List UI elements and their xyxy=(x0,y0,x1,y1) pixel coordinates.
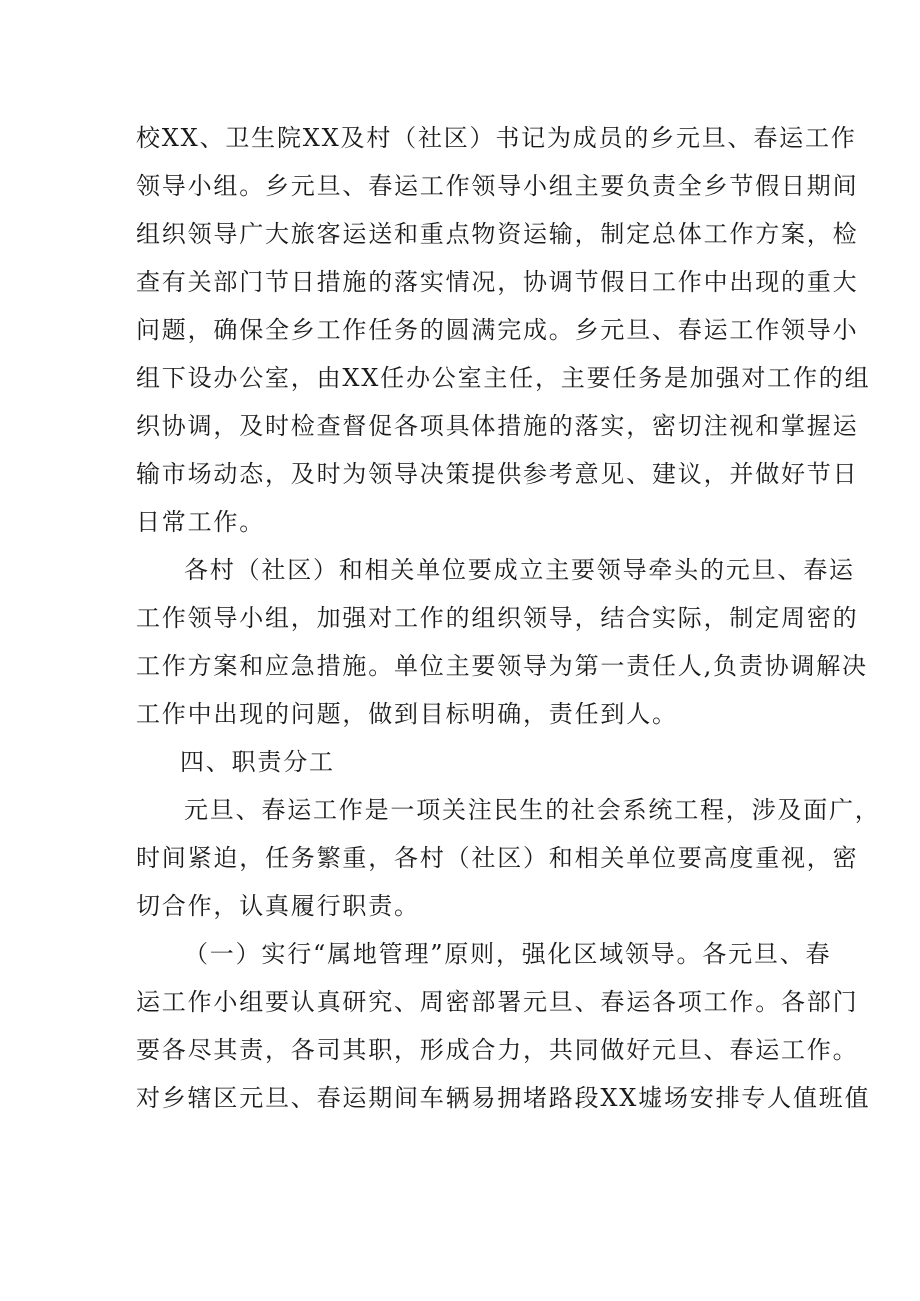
paragraph-line: 各村（社区）和相关单位要成立主要领导牵头的元旦、春运 xyxy=(184,556,855,584)
paragraph-line: （一）实行“属地管理”原则，强化区域领导。各元旦、春 xyxy=(184,940,832,968)
paragraph-line: 运工作小组要认真研究、周密部署元旦、春运各项工作。各部门 xyxy=(136,988,859,1016)
paragraph-line: 输市场动态，及时为领导决策提供参考意见、建议，并做好节日 xyxy=(136,460,859,488)
paragraph-line: 组下设办公室，由XX任办公室主任，主要任务是加强对工作的组 xyxy=(136,364,871,392)
heading-line: 四、职责分工 xyxy=(180,748,335,776)
paragraph-line: 时间紧迫，任务繁重，各村（社区）和相关单位要高度重视，密 xyxy=(136,844,859,872)
paragraph-line: 组织领导广大旅客运送和重点物资运输，制定总体工作方案，检 xyxy=(136,220,859,248)
paragraph-line: 问题，确保全乡工作任务的圆满完成。乡元旦、春运工作领导小 xyxy=(136,316,859,344)
paragraph-1 xyxy=(136,114,871,546)
paragraph-2 xyxy=(136,546,868,738)
paragraph-line: 领导小组。乡元旦、春运工作领导小组主要负责全乡节假日期间 xyxy=(136,172,859,200)
paragraph-line: 要各尽其责，各司其职，形成合力，共同做好元旦、春运工作。 xyxy=(136,1036,859,1064)
paragraph-line: 工作中出现的问题，做到目标明确，责任到人。 xyxy=(136,700,678,728)
document-body xyxy=(136,114,881,1122)
paragraph-3 xyxy=(136,786,881,930)
section-heading xyxy=(136,738,788,786)
paragraph-line: 切合作，认真履行职责。 xyxy=(136,892,420,920)
paragraph-line: 工作方案和应急措施。单位主要领导为第一责任人,负责协调解决 xyxy=(136,652,868,680)
paragraph-line: 元旦、春运工作是一项关注民生的社会系统工程，涉及面广， xyxy=(184,796,881,824)
paragraph-line: 日常工作。 xyxy=(136,508,265,536)
paragraph-line: 对乡辖区元旦、春运期间车辆易拥堵路段XX墟场安排专人值班值 xyxy=(136,1084,871,1112)
paragraph-line: 工作领导小组，加强对工作的组织领导，结合实际，制定周密的 xyxy=(136,604,859,632)
paragraph-line: 校XX、卫生院XX及村（社区）书记为成员的乡元旦、春运工作 xyxy=(136,124,857,152)
paragraph-4 xyxy=(136,930,871,1122)
paragraph-line: 织协调，及时检查督促各项具体措施的落实，密切注视和掌握运 xyxy=(136,412,859,440)
paragraph-line: 查有关部门节日措施的落实情况，协调节假日工作中出现的重大 xyxy=(136,268,859,296)
